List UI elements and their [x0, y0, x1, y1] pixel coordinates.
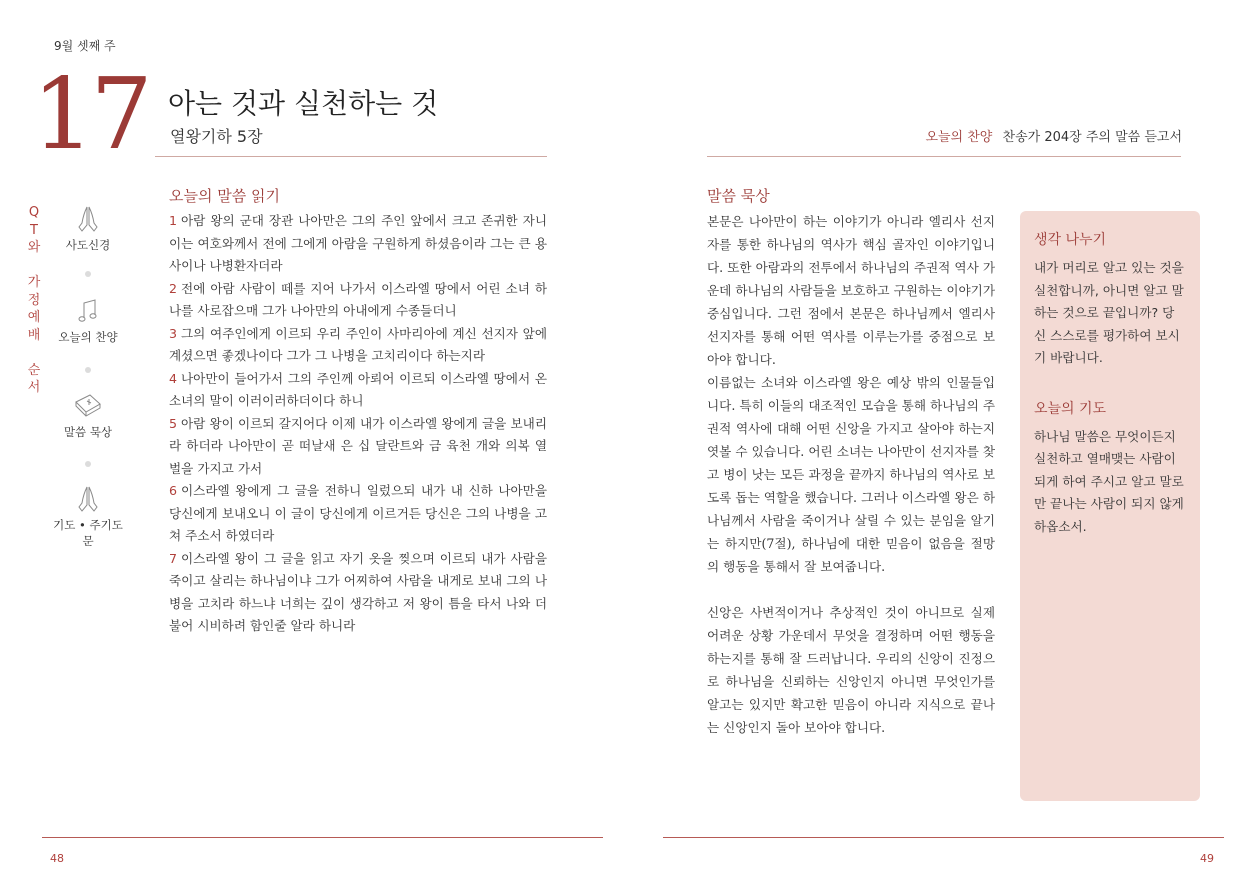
verse-number: 6: [169, 483, 178, 498]
vertical-guide-text: [26, 204, 42, 397]
vertical-char: 와: [27, 240, 41, 255]
bible-icon: [72, 392, 104, 420]
vertical-char: [26, 257, 42, 275]
meditation-section-title: 말씀 묵상: [707, 187, 770, 205]
verse-text: 전에 아람 사람이 떼를 지어 나가서 이스라엘 땅에서 어린 소녀 하나를 사로잡으매 그가 나아만의 아내에게 수종들더니: [169, 280, 547, 318]
sidebar-item-creed: [48, 205, 128, 253]
verse-number: 3: [169, 325, 178, 341]
sidebar-item-hymn: [48, 297, 128, 345]
verse-number: 4: [169, 370, 178, 386]
page-number-right: 49: [1200, 852, 1214, 865]
reflection-box: [1020, 211, 1200, 801]
vertical-char: T: [30, 222, 38, 238]
vertical-char: 가: [27, 275, 41, 290]
sidebar-item-label: 오늘의 찬양: [58, 330, 118, 344]
verse: [169, 278, 547, 323]
music-note-icon: [73, 297, 103, 325]
vertical-char: 예: [27, 310, 41, 325]
verse-number: 2: [169, 280, 178, 296]
footer-rule-left: [42, 837, 603, 838]
verse-number: 7: [169, 550, 178, 566]
page-number-left: 48: [50, 852, 64, 865]
verse-number: 5: [169, 415, 178, 431]
verse: [169, 323, 547, 368]
hymn-label: 오늘의 찬양: [925, 130, 993, 145]
prayer-title: 오늘의 기도: [1034, 400, 1107, 417]
verse: [169, 210, 547, 278]
scripture-reference: 열왕기하 5장: [170, 127, 263, 146]
verse: [169, 413, 547, 481]
vertical-char: 배: [27, 327, 41, 343]
sharing-text: 내가 머리로 알고 있는 것을 실천합니까, 아니면 알고 말하는 것으로 끝입니까? 당신 스스로를 평가하여 보시기 바랍니다.: [1034, 260, 1184, 365]
header-divider-left: [155, 156, 547, 157]
footer-rule-right: [663, 837, 1224, 838]
vertical-char: [26, 344, 42, 362]
sidebar-separator-dot: [85, 461, 91, 467]
sidebar-item-label: 기도 • 주기도문: [53, 518, 123, 548]
verse: [169, 480, 547, 548]
sidebar-separator-dot: [85, 271, 91, 277]
meditation-paragraph: 본문은 나아만이 하는 이야기가 아니라 엘리사 선지자를 통한 하나님의 역사가 핵심 골자인 이야기입니다. 또한 아람과의 전투에서 하나님의 주권적 역사 가운데 하나님의 사람들을 보호하고 구원하는 이야기가 중심입니다. 그런 점에서 본문은 하나님께서 엘리사 선지자를 통해 어떤 역사를 이루는가를 중점으로 보아야 합니다.: [707, 214, 995, 367]
week-label: 9월 셋째 주: [54, 39, 116, 53]
sharing-title: 생각 나누기: [1034, 232, 1107, 248]
meditation-paragraph: 이름없는 소녀와 이스라엘 왕은 예상 밖의 인물들입니다. 특히 이들의 대조적인 모습을 통해 하나님의 주권적 역사에 대해 어떤 신앙을 가지고 살아야 하는지 엿볼 수 있습니다. 어린 소녀는 나아만이 선지자를 찾고 병이 낫는 모든 과정을 끝까지 하나님의 역사로 보도록 돕는 역할을 했습니다. 그러나 이스라엘 왕은 하나님께서 사람을 죽이거나 살릴 수 있는 분임을 알기는 하지만(7절), 하나님에 대한 믿음이 없음을 절망의 행동을 통해서 잘 보여줍니다.: [707, 375, 995, 574]
meditation-text: [707, 210, 995, 739]
reading-section-title: 오늘의 말씀 읽기: [169, 187, 280, 205]
todays-hymn: [925, 126, 1182, 145]
vertical-char: 서: [27, 380, 41, 395]
sidebar-item-meditation: [48, 392, 128, 440]
sidebar-item-label: 사도신경: [65, 238, 111, 252]
praying-hands-icon: [73, 205, 103, 233]
verse-text: 그의 여주인에게 이르되 우리 주인이 사마리아에 계신 선지자 앞에 계셨으면 좋겠나이다 그가 그 나병을 고치리이다 하는지라: [169, 325, 547, 363]
verse-text: 나아만이 들어가서 그의 주인께 아뢰어 이르되 이스라엘 땅에서 온 소녀의 말이 이러이러하더이다 하니: [169, 370, 547, 408]
verse-text: 이스라엘 왕에게 그 글을 전하니 일렀으되 내가 내 신하 나아만을 당신에게 보내오니 이 글이 당신에게 이르거든 당신은 그의 나병을 고쳐 주소서 하였더라: [169, 483, 547, 543]
verse: [169, 368, 547, 413]
verse-text: 아람 왕이 이르되 갈지어다 이제 내가 이스라엘 왕에게 글을 보내리라 하더라 나아만이 곧 떠날새 은 십 달란트와 금 육천 개와 의복 열 벌을 가지고 가서: [169, 415, 547, 476]
meditation-paragraph: 신앙은 사변적이거나 추상적인 것이 아니므로 실제 어려운 상황 가운데서 무엇을 결정하며 어떤 행동을 하는지를 통해 잘 드러납니다. 우리의 신앙이 진정으로 하나님을 신뢰하는 신앙인지 아니면 무엇인가를 알고는 있지만 확고한 믿음이 아니라 지식으로 끝나는 신앙인지 돌아 보아야 합니다.: [707, 605, 995, 735]
day-number: 17: [32, 58, 149, 172]
verse-text: 아람 왕의 군대 장관 나아만은 그의 주인 앞에서 크고 존귀한 자니 이는 여호와께서 전에 그에게 아람을 구원하게 하셨음이라 그는 큰 용사이나 나병환자더라: [169, 213, 547, 273]
sidebar-item-prayer: [48, 485, 128, 549]
verse-number: 1: [169, 213, 178, 228]
vertical-char: 순: [27, 362, 41, 378]
vertical-char: Q: [28, 205, 40, 220]
reading-passage: [169, 210, 547, 638]
sidebar-separator-dot: [85, 367, 91, 373]
vertical-char: 정: [27, 292, 41, 308]
prayer-text: 하나님 말씀은 무엇이든지 실천하고 열매맺는 사람이 되게 하여 주시고 알고 말로만 끝나는 사람이 되지 않게 하옵소서.: [1034, 428, 1184, 534]
sidebar-item-label: 말씀 묵상: [63, 425, 113, 439]
praying-hands-icon: [73, 485, 103, 513]
hymn-text: 찬송가 204장 주의 말씀 듣고서: [1002, 130, 1182, 145]
verse: [169, 548, 547, 638]
header-divider-right: [707, 156, 1181, 157]
verse-text: 이스라엘 왕이 그 글을 읽고 자기 옷을 찢으며 이르되 내가 사람을 죽이고 살리는 하나님이냐 그가 어찌하여 사람을 내게로 보내 그의 나병을 고치라 하느냐 너희는 깊이 생각하고 저 왕이 틈을 타서 나와 더불어 시비하려 함인줄 알라 하니라: [169, 550, 547, 633]
page-title: 아는 것과 실천하는 것: [168, 87, 439, 120]
